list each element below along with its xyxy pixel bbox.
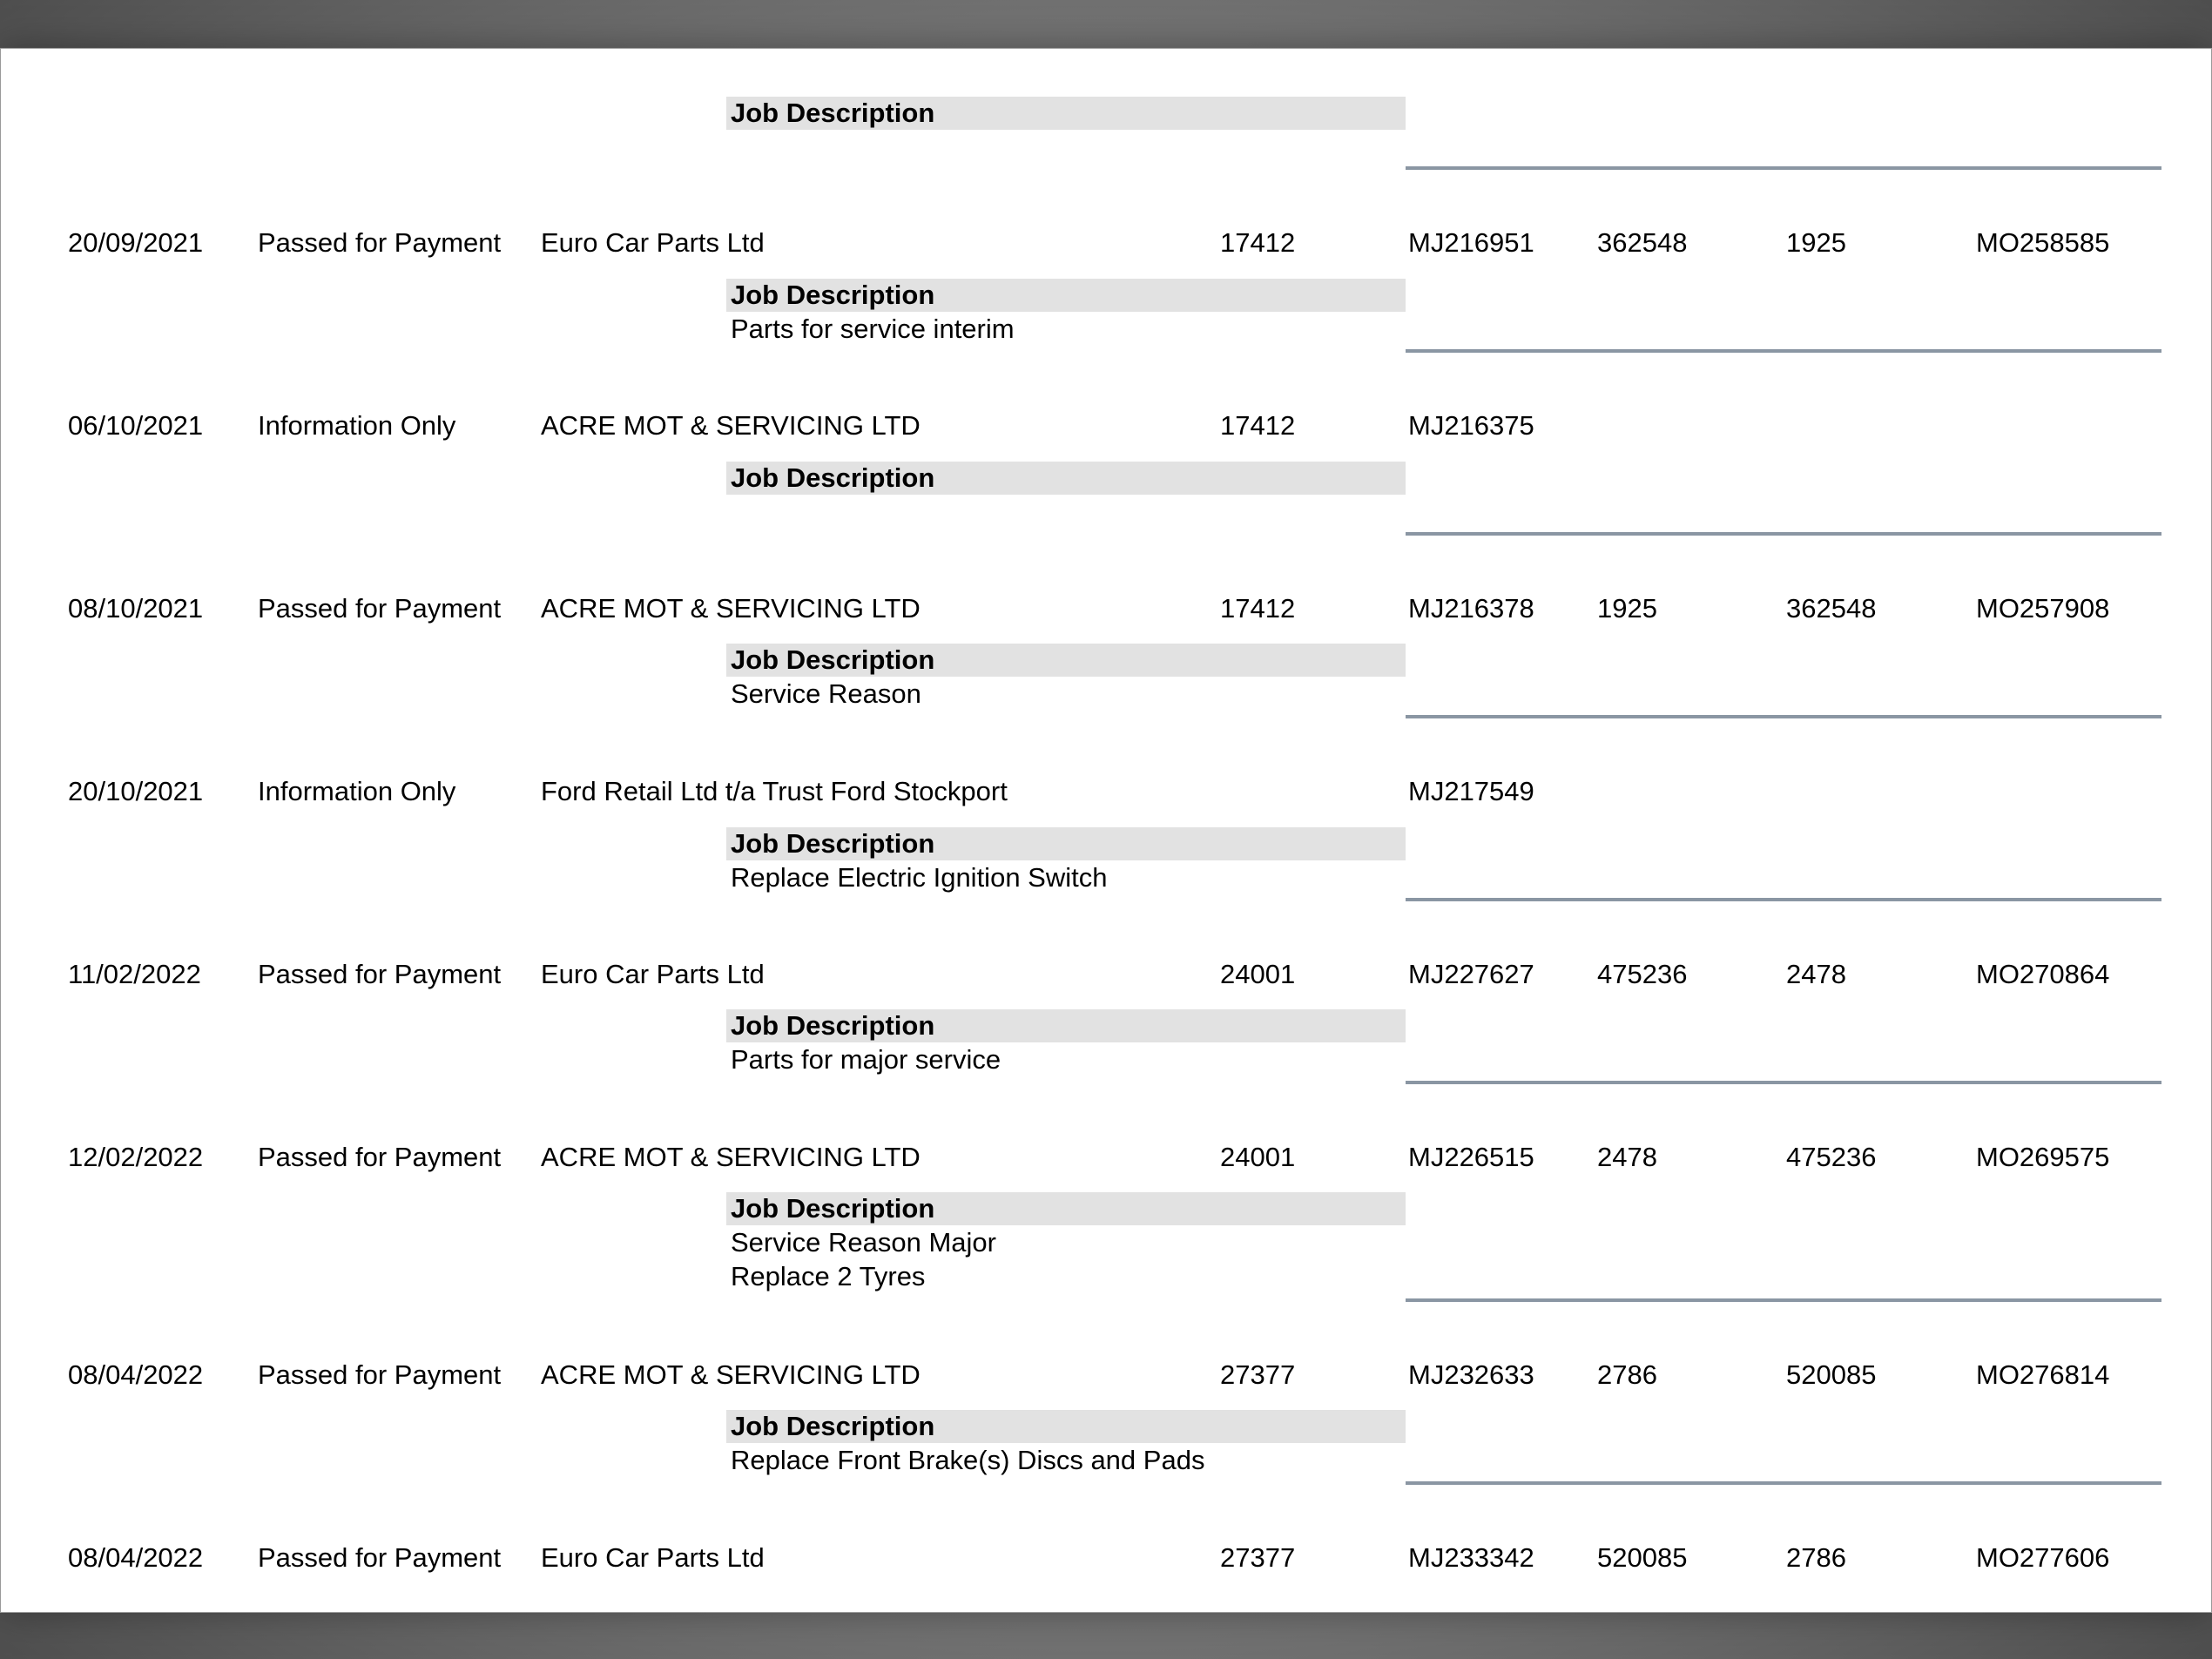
supplier-cell: Ford Retail Ltd t/a Trust Ford Stockport xyxy=(541,776,1008,806)
supplier-cell: ACRE MOT & SERVICING LTD xyxy=(541,410,921,441)
job-description-text: Parts for major service xyxy=(731,1044,1001,1075)
ref5-cell: MO276814 xyxy=(1976,1359,2110,1390)
ref3-cell: 2786 xyxy=(1597,1359,1657,1390)
job-description-header xyxy=(726,644,1406,677)
ref4-cell: 1925 xyxy=(1786,227,1846,258)
status-cell: Passed for Payment xyxy=(258,1542,502,1573)
ref2-cell: MJ232633 xyxy=(1408,1359,1534,1390)
job-description-label: Job Description xyxy=(731,644,935,675)
supplier-cell: ACRE MOT & SERVICING LTD xyxy=(541,593,921,624)
job-description-text: Replace Front Brake(s) Discs and Pads xyxy=(731,1445,1205,1475)
job-description-header xyxy=(726,1009,1406,1042)
supplier-cell: Euro Car Parts Ltd xyxy=(541,959,765,989)
ref1-cell: 27377 xyxy=(1220,1542,1296,1573)
job-description-label: Job Description xyxy=(731,98,935,128)
ref4-cell: 2478 xyxy=(1786,959,1846,989)
job-description-header xyxy=(726,1410,1406,1443)
job-description-text: Service Reason Major xyxy=(731,1227,996,1258)
row-separator xyxy=(1406,166,2161,170)
ref3-cell: 520085 xyxy=(1597,1542,1688,1573)
ref5-cell: MO269575 xyxy=(1976,1142,2110,1172)
job-description-header xyxy=(726,1192,1406,1225)
job-description-text: Replace 2 Tyres xyxy=(731,1261,926,1291)
status-cell: Passed for Payment xyxy=(258,593,502,624)
row-separator xyxy=(1406,1081,2161,1084)
status-cell: Information Only xyxy=(258,410,456,441)
supplier-cell: ACRE MOT & SERVICING LTD xyxy=(541,1142,921,1172)
ref1-cell: 17412 xyxy=(1220,410,1296,441)
date-cell: 08/04/2022 xyxy=(68,1542,204,1573)
ref2-cell: MJ216378 xyxy=(1408,593,1534,624)
status-cell: Passed for Payment xyxy=(258,1359,502,1390)
ref4-cell: 2786 xyxy=(1786,1542,1846,1573)
ref4-cell: 362548 xyxy=(1786,593,1877,624)
job-description-label: Job Description xyxy=(731,1193,935,1224)
ref2-cell: MJ216375 xyxy=(1408,410,1534,441)
ref3-cell: 1925 xyxy=(1597,593,1657,624)
date-cell: 08/04/2022 xyxy=(68,1359,204,1390)
ref2-cell: MJ216951 xyxy=(1408,227,1534,258)
ref5-cell: MO258585 xyxy=(1976,227,2110,258)
date-cell: 11/02/2022 xyxy=(68,959,201,989)
job-description-label: Job Description xyxy=(731,828,935,859)
ref4-cell: 475236 xyxy=(1786,1142,1877,1172)
ref5-cell: MO257908 xyxy=(1976,593,2110,624)
supplier-cell: Euro Car Parts Ltd xyxy=(541,227,765,258)
status-cell: Information Only xyxy=(258,776,456,806)
job-description-header xyxy=(726,279,1406,312)
job-description-label: Job Description xyxy=(731,1411,935,1441)
row-separator xyxy=(1406,898,2161,901)
ref1-cell: 17412 xyxy=(1220,593,1296,624)
date-cell: 12/02/2022 xyxy=(68,1142,204,1172)
ref4-cell: 520085 xyxy=(1786,1359,1877,1390)
ref2-cell: MJ227627 xyxy=(1408,959,1534,989)
ref1-cell: 27377 xyxy=(1220,1359,1296,1390)
supplier-cell: Euro Car Parts Ltd xyxy=(541,1542,765,1573)
job-description-label: Job Description xyxy=(731,1010,935,1041)
date-cell: 06/10/2021 xyxy=(68,410,204,441)
row-separator xyxy=(1406,1298,2161,1302)
status-cell: Passed for Payment xyxy=(258,959,502,989)
ref1-cell: 17412 xyxy=(1220,227,1296,258)
ref3-cell: 475236 xyxy=(1597,959,1688,989)
row-separator xyxy=(1406,349,2161,353)
ref3-cell: 2478 xyxy=(1597,1142,1657,1172)
date-cell: 20/10/2021 xyxy=(68,776,204,806)
job-description-text: Parts for service interim xyxy=(731,314,1015,344)
status-cell: Passed for Payment xyxy=(258,227,502,258)
job-description-text: Replace Electric Ignition Switch xyxy=(731,862,1108,893)
ref1-cell: 24001 xyxy=(1220,959,1296,989)
ref2-cell: MJ226515 xyxy=(1408,1142,1534,1172)
job-description-header xyxy=(726,97,1406,130)
status-cell: Passed for Payment xyxy=(258,1142,502,1172)
ref3-cell: 362548 xyxy=(1597,227,1688,258)
job-description-label: Job Description xyxy=(731,462,935,493)
ref2-cell: MJ233342 xyxy=(1408,1542,1534,1573)
job-description-header xyxy=(726,462,1406,495)
row-separator xyxy=(1406,715,2161,718)
job-description-label: Job Description xyxy=(731,280,935,310)
job-description-text: Service Reason xyxy=(731,678,921,709)
date-cell: 20/09/2021 xyxy=(68,227,204,258)
ref5-cell: MO270864 xyxy=(1976,959,2110,989)
date-cell: 08/10/2021 xyxy=(68,593,204,624)
ref5-cell: MO277606 xyxy=(1976,1542,2110,1573)
supplier-cell: ACRE MOT & SERVICING LTD xyxy=(541,1359,921,1390)
ref2-cell: MJ217549 xyxy=(1408,776,1534,806)
document-page xyxy=(0,48,2212,1613)
row-separator xyxy=(1406,532,2161,536)
job-description-header xyxy=(726,827,1406,860)
ref1-cell: 24001 xyxy=(1220,1142,1296,1172)
row-separator xyxy=(1406,1481,2161,1485)
